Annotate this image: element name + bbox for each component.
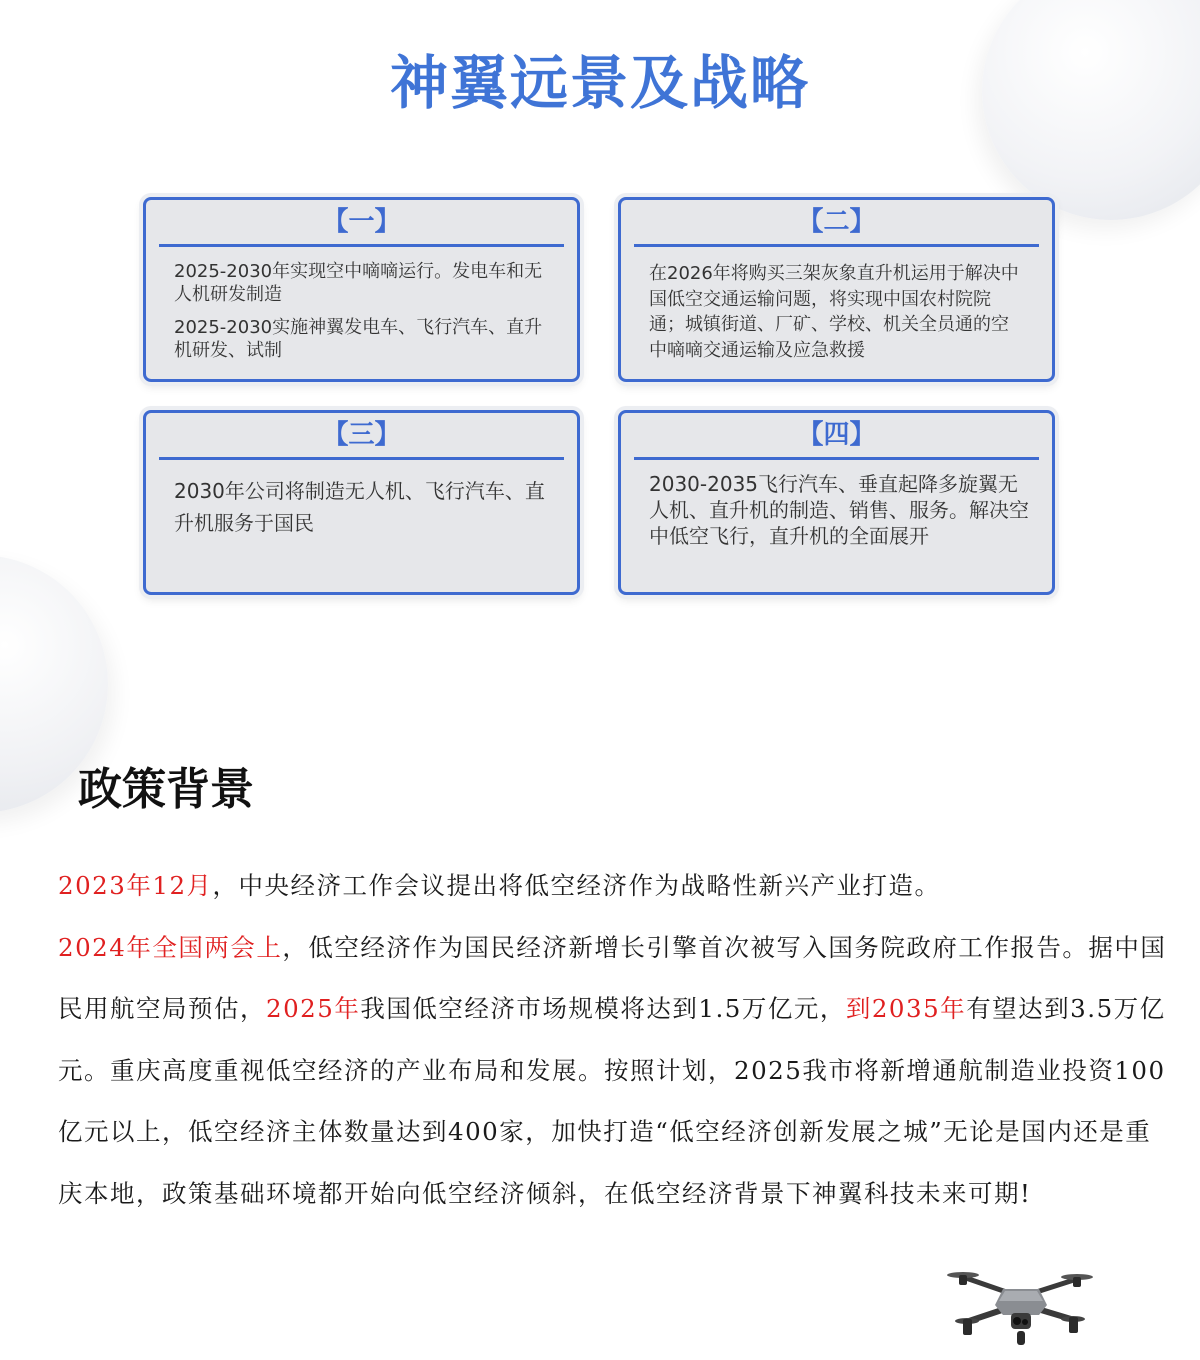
card-heading: 【三】 (322, 420, 401, 450)
strategy-card-3 (143, 410, 580, 595)
card-paragraph: 2025-2030实施神翼发电车、飞行汽车、直升机研发、试制 (174, 317, 543, 361)
strategy-card-2 (618, 197, 1055, 382)
strategy-card-1 (143, 197, 580, 382)
card-divider (159, 244, 564, 247)
page-title: 神翼远景及战略 (389, 49, 810, 117)
card-paragraph: 2030年公司将制造无人机、飞行汽车、直升机服务于国民 (174, 479, 545, 535)
highlight-date: 2023年12月 (58, 871, 213, 900)
policy-text-segment: ，低空经济作为国民经济新增长引擎首次被写入国务院政府工作报告。据中国民用航空局预估， (58, 932, 1167, 1023)
policy-text-segment: 我国低空经济市场规模将达到1.5万亿元， (360, 994, 846, 1023)
highlight-year: 2025年 (266, 994, 361, 1023)
strategy-card-4 (618, 410, 1055, 595)
policy-section-title: 政策背景 (78, 764, 254, 815)
policy-text-segment: 有望达到3.5万亿元。重庆高度重视低空经济的产业布局和发展。按照计划，2025我市将新增通航制造业投资100亿元以上，低空经济主体数量达到400家，加快打造“低空经济创新发展之城”无论是国内还是重庆本地，政策基础环境都开始向低空经济倾斜，在低空经济背景下神翼科技未来可期! (58, 994, 1166, 1208)
policy-paragraph (58, 855, 1173, 1224)
card-body (174, 475, 553, 549)
card-body (649, 261, 1022, 373)
card-body (174, 260, 553, 372)
card-paragraph: 2025-2030年实现空中嘀嘀运行。发电车和无人机研发制造 (174, 261, 543, 305)
policy-text-segment: ，中央经济工作会议提出将低空经济作为战略性新兴产业打造。 (212, 871, 941, 900)
card-body (649, 471, 1030, 559)
highlight-event: 2024年全国两会上 (58, 932, 283, 962)
card-heading: 【四】 (797, 420, 876, 450)
card-paragraph: 2030-2035飞行汽车、垂直起降多旋翼无人机、直升机的制造、销售、服务。解决空中低空飞行，直升机的全面展开 (649, 472, 1029, 548)
card-divider (159, 457, 564, 460)
card-divider (634, 244, 1039, 247)
drone-image (945, 1255, 1095, 1355)
card-paragraph: 在2026年将购买三架灰象直升机运用于解决中国低空交通运输问题，将实现中国农村院院通；城镇街道、厂矿、学校、机关全员通的空中嘀嘀交通运输及应急救援 (649, 263, 1019, 361)
highlight-year: 到2035年 (845, 994, 967, 1023)
card-heading: 【一】 (322, 207, 401, 237)
card-divider (634, 457, 1039, 460)
card-heading: 【二】 (797, 207, 876, 237)
